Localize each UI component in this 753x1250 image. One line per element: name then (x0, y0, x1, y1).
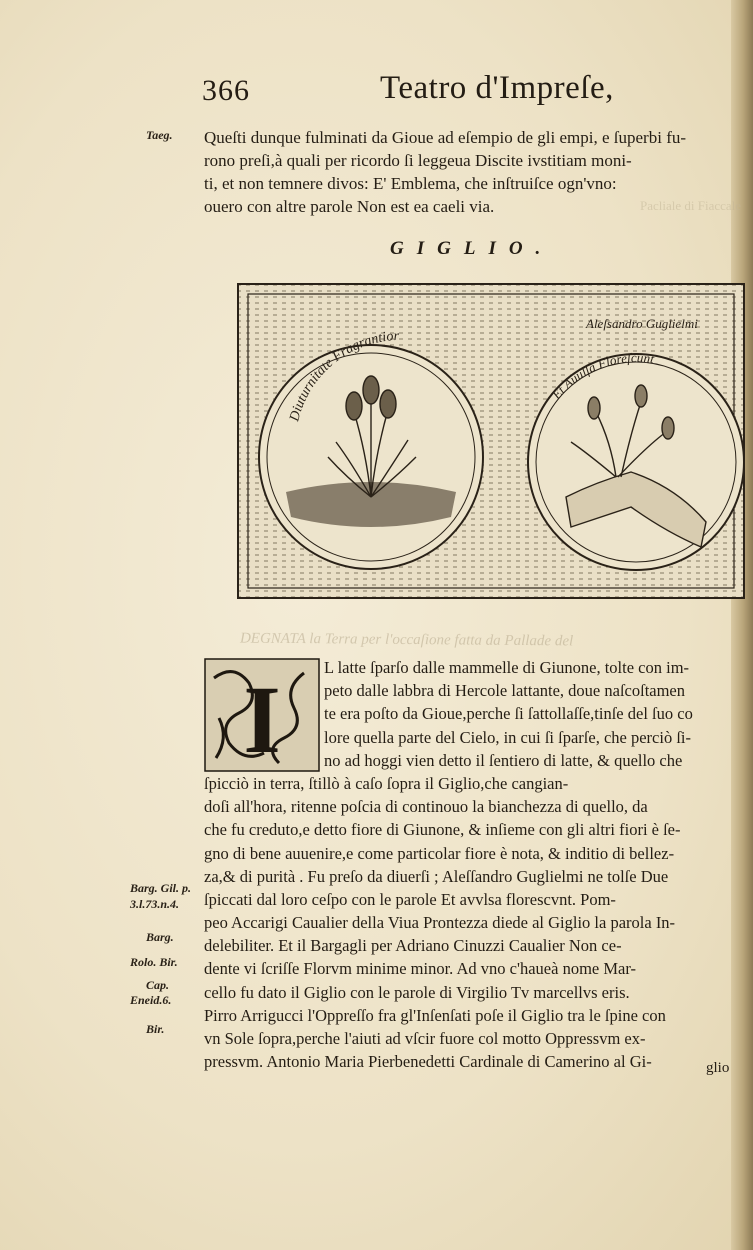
body-line: lore quella parte del Cielo, in cui ſi ſparſe, che perciò ſi- (324, 727, 691, 747)
margin-note-barg-gil-ref: 3.l.73.n.4. (130, 897, 180, 911)
catchword: glio (706, 1060, 730, 1076)
body-paragraph (204, 656, 752, 1073)
body-line: dente vi ſcriſſe Florvm minime minor. Ad vno c'haueà nome Mar- (204, 959, 637, 979)
running-head (202, 70, 622, 116)
page-number: 366 (202, 74, 250, 107)
body-line: che fu creduto,e detto fiore di Giunone, & inſieme con gli altri fiori è ſe- (204, 820, 681, 840)
body-line: peto dalle labbra di Hercole lattante, doue naſcoſtamen (324, 681, 686, 701)
body-line: te era poſto da Gioue,perche ſi ſattollaſſe,tinſe del ſuo co (324, 704, 693, 724)
intro-line: ouero con altre parole Non est ea caeli via. (204, 197, 495, 216)
engraving-svg (236, 282, 746, 600)
body-line: L latte ſparſo dalle mammelle di Giunone, tolte con im- (324, 658, 690, 677)
margin-note-barg-gil: Barg. Gil. p. (130, 881, 192, 895)
margin-note-barg: Barg. (146, 930, 174, 944)
drop-cap-letter: I (243, 666, 281, 772)
body-line: ſpiccati dal loro ceſpo con le parole Et avvlsa florescvnt. Pom- (204, 889, 616, 909)
body-line: gno di bene auuenire,e come particolar fiore è nota, & inditio di bellez- (204, 843, 675, 863)
body-line: ſpicciò in terra, ſtillò à caſo ſopra il Giglio,che cangian- (204, 773, 569, 793)
body-line: za,& di purità . Fu preſo da diuerſi ; Aleſſandro Guglielmi ne tolſe Due (204, 866, 669, 886)
bleed-through-text: Pacliale di Fiaccale (640, 198, 742, 213)
margin-note-eneid: Eneid.6. (130, 993, 172, 1007)
section-title: GIGLIO. (390, 238, 554, 259)
body-line: vn Sole ſopra,perche l'aiuti ad vſcir fuore col motto Oppressvm ex- (204, 1029, 646, 1048)
body-line: pressvm. Antonio Maria Pierbenedetti Cardinale di Camerino al Gi- (204, 1052, 652, 1072)
running-title: Teatro d'Impreſe, (380, 70, 614, 106)
body-line: cello fu dato il Giglio con le parole di Virgilio Tv marcellvs eris. (204, 982, 630, 1002)
engraving-illustration (236, 282, 746, 600)
margin-note-cap: Cap. (146, 978, 170, 992)
body-line: doſi all'hora, ritenne poſcia di continouo la bianchezza di quello, da (204, 797, 648, 817)
body-line: delebiliter. Et il Bargagli per Adriano Cinuzzi Caualier Non ce- (204, 936, 622, 956)
margin-note-bir: Bir. (146, 1022, 165, 1036)
bleed-through-text: DEGNATA la Terra per l'occaſione fatta da Pallade del (239, 630, 574, 650)
left-motto: Diuturnitate Fragrantior (287, 328, 400, 424)
body-line: Pirro Arrigucci l'Oppreſſo fra gl'Inſenſati poſe il Giglio tra le ſpine con (204, 1005, 666, 1025)
body-line: no ad hoggi vien detto il ſentiero di latte, & quello che (324, 750, 683, 770)
right-motto: Et Auulſa Floreſcunt (548, 349, 656, 402)
margin-note-taeg: Taeg. (146, 128, 173, 142)
right-medallion (528, 354, 744, 570)
intro-line: Queſti dunque fulminati da Gioue ad eſempio de gli empi, e ſuperbi fu- (204, 128, 687, 147)
body-line: peo Accarigi Caualier della Viua Prontezza diede al Giglio la parola In- (204, 913, 676, 933)
margin-note-rolo-bir: Rolo. Bir. (130, 955, 178, 969)
engraving-owner-name: Aleſsandro Guglielmi (586, 316, 698, 331)
intro-line: rono preſi,à quali per ricordo ſi leggeua Discite ivstitiam moni- (204, 151, 632, 170)
intro-line: ti, et non temnere divos: E' Emblema, che inſtruiſce ogn'vno: (204, 174, 617, 193)
